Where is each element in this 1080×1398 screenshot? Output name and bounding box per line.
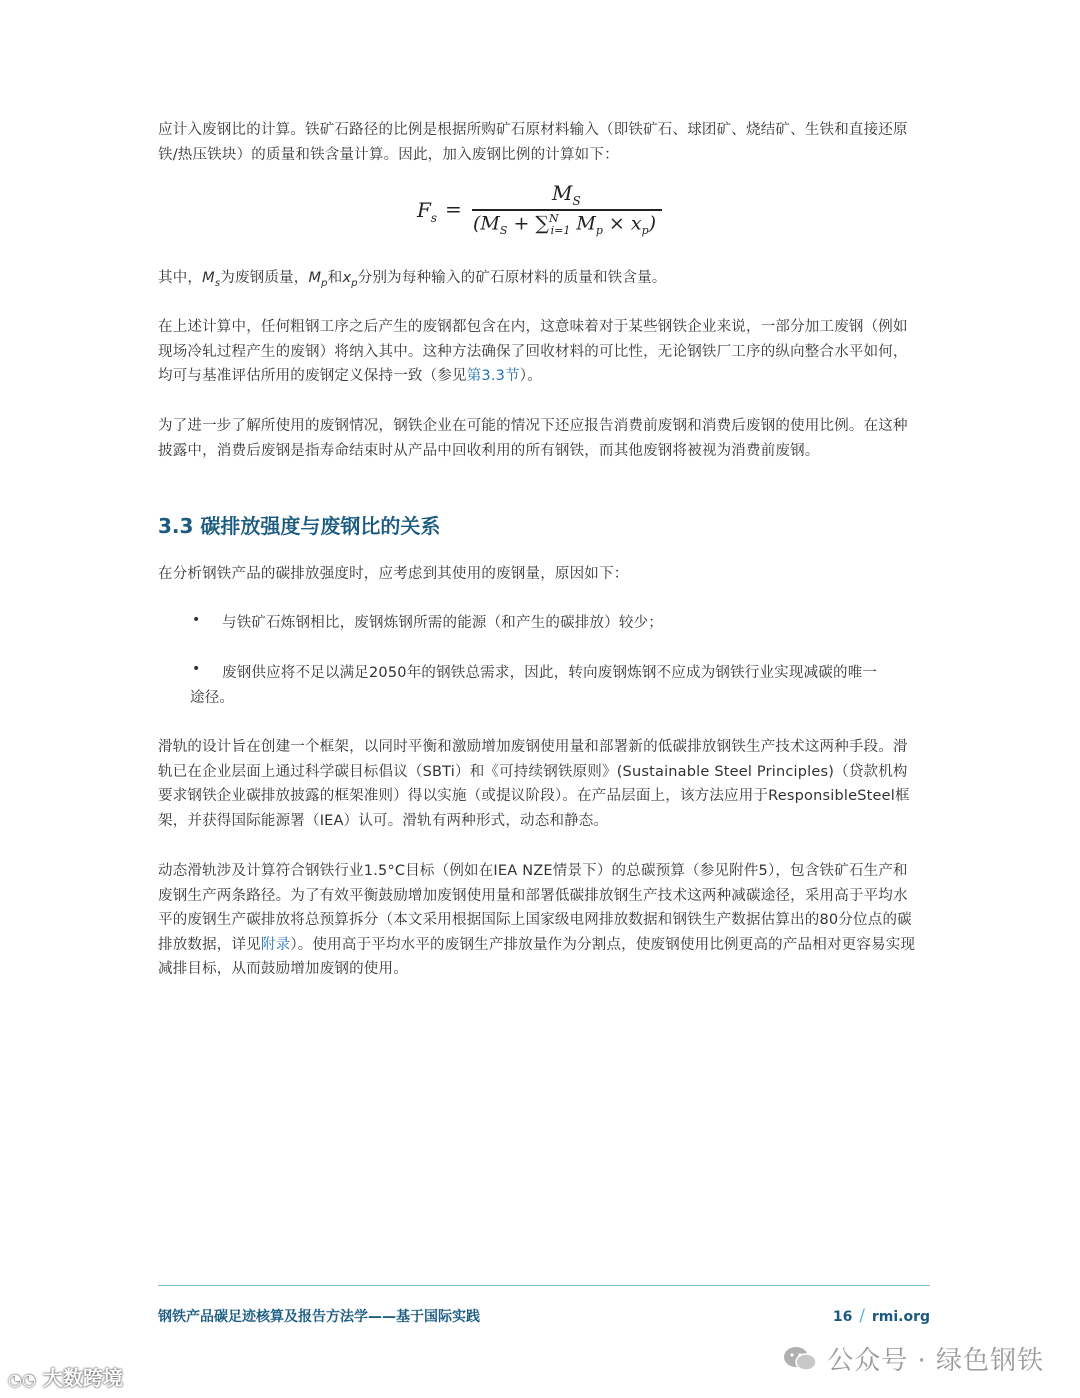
watermark-logo-icon: ◔◔ [8, 1370, 36, 1389]
scrap-ratio-formula [417, 182, 717, 242]
footer-document-title: 钢铁产品碳足迹核算及报告方法学——基于国际实践 [158, 1309, 480, 1325]
bullet-item-supply: 废钢供应将不足以满足2050年的钢铁总需求，因此，转向废钢炼钢不应成为钢铁行业实现减碳的唯一途径。 [190, 665, 878, 706]
footer-site-link[interactable]: rmi.org [871, 1309, 930, 1325]
section-heading: 3.3 碳排放强度与废钢比的关系 [158, 514, 441, 538]
watermark-corner-text: 大数跨境 [42, 1366, 123, 1390]
formula-equals: = [445, 197, 462, 221]
paragraph-variable-definitions: 其中，$M_s$为废钢质量，$M_p$和$x_p$分别为每种输入的矿石原材料的质量和铁含量。 [158, 270, 667, 289]
bullet-symbol: • [192, 612, 201, 628]
watermark-wechat [783, 1340, 1044, 1377]
footer-divider [158, 1285, 930, 1286]
page-number: 16 [832, 1309, 853, 1325]
formula-denominator: ($M_S + \sum^N_{i=1}$ $M_p \times x_p$) [473, 212, 657, 238]
section-3-3-link[interactable]: 第3.3节 [466, 368, 520, 384]
wechat-icon [783, 1345, 817, 1373]
paragraph-scrap-scope: 在上述计算中，任何粗钢工序之后产生的废钢都包含在内，这意味着对于某些钢铁企业来说，一部分加工废钢（例如现场冷轧过程产生的废钢）将纳入其中。这种方法确保了回收材料的可比性，无论钢铁厂工序的纵向整合水平如何，均可与基准评估所用的废钢定义保持一致（参见第3.3节）。 [158, 319, 908, 384]
appendix-link[interactable]: 附录 [260, 936, 291, 953]
paragraph-reasons-intro: 在分析钢铁产品的碳排放强度时，应考虑到其使用的废钢量，原因如下： [158, 566, 629, 582]
watermark-text: 公众号 · 绿色钢铁 [827, 1346, 1044, 1376]
watermark-corner [8, 1362, 123, 1391]
paragraph-intro: 应计入废钢比的计算。铁矿石路径的比例是根据所购矿石原材料输入（即铁矿石、球团矿、烧结矿、生铁和直接还原铁/热压铁块）的质量和铁含量计算。因此，加入废钢比例的计算如下： [158, 122, 908, 163]
bullet-item-energy: 与铁矿石炼钢相比，废钢炼钢所需的能源（和产生的碳排放）较少； [222, 615, 663, 631]
paragraph-sliding-scale: 滑轨的设计旨在创建一个框架，以同时平衡和激励增加废钢使用量和部署新的低碳排放钢铁生产技术这两种手段。滑轨已在企业层面上通过科学碳目标倡议（SBTi）和《可持续钢铁原则》(Sustainable Steel Principles)（贷款机构要求钢铁企业碳排放披露的框架准则）得以实施（或提议阶段）。在产品层面上，该方法应用于ResponsibleSteel框架，并获得国际能源署（IEA）认可。滑轨有两种形式，动态和静态。 [158, 739, 910, 829]
paragraph-dynamic-sliding-scale: 动态滑轨涉及计算符合钢铁行业1.5°C目标（例如在IEA NZE情景下）的总碳预算（参见附件5），包含铁矿石生产和废钢生产两条路径。为了有效平衡鼓励增加废钢使用量和部署低碳排放钢生产技术这两种减碳途径，采用高于平均水平的废钢生产碳排放将总预算拆分（本文采用根据国际上国家级电网排放数据和钢铁生产数据估算出的80分位点的碳排放数据，详见附录）。使用高于平均水平的废钢生产排放量作为分割点，使废钢使用比例更高的产品相对更容易实现减排目标，从而鼓励增加废钢的使用。 [158, 863, 916, 977]
formula-numerator: $M_S$ [552, 181, 581, 208]
paragraph-pre-post-consumer: 为了进一步了解所使用的废钢情况，钢铁企业在可能的情况下还应报告消费前废钢和消费后废钢的使用比例。在这种披露中，消费后废钢是指寿命结束时从产品中回收利用的所有钢铁，而其他废钢将被视为消费前废钢。 [158, 418, 908, 459]
formula-lhs: $F_s$ [417, 198, 438, 225]
fraction-bar [472, 209, 662, 211]
footer-page-info [833, 1306, 930, 1326]
bullet-symbol: • [192, 661, 201, 677]
footer-slash: / [859, 1306, 865, 1326]
